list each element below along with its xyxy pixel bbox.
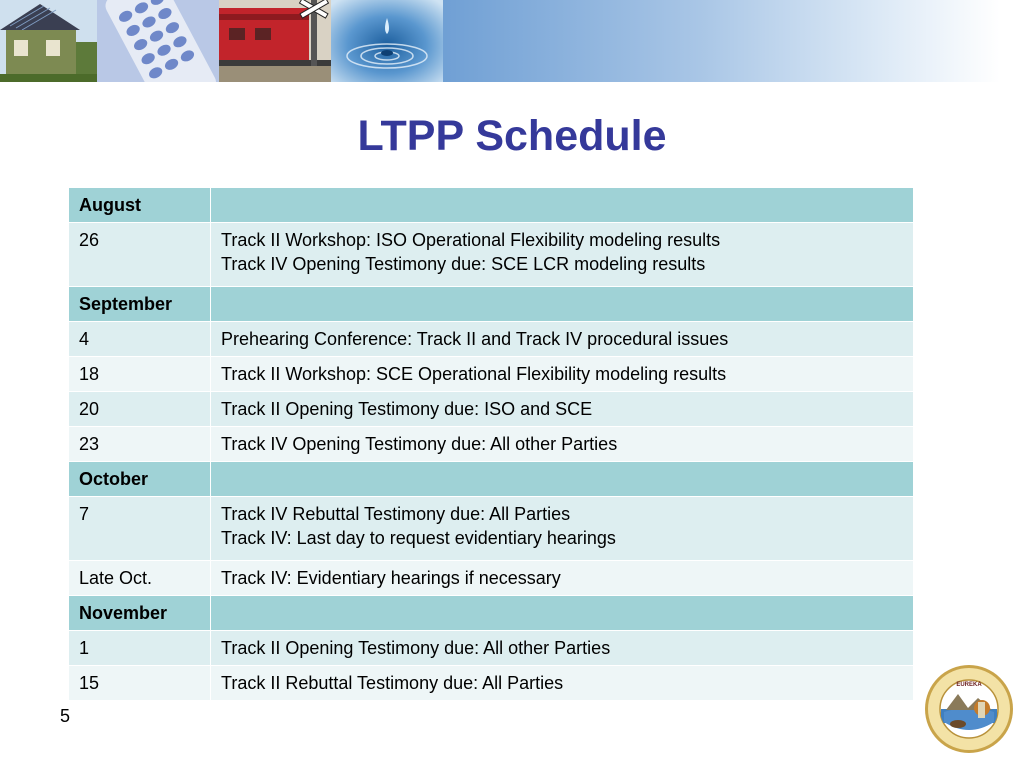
table-row bbox=[69, 561, 914, 596]
schedule-table bbox=[68, 187, 914, 701]
month-label: August bbox=[69, 188, 211, 223]
date-cell: 18 bbox=[69, 357, 211, 392]
description-cell bbox=[211, 497, 914, 561]
description-cell: Track II Rebuttal Testimony due: All Parties bbox=[211, 666, 914, 701]
table-row bbox=[69, 631, 914, 666]
date-cell: 20 bbox=[69, 392, 211, 427]
date-cell: 15 bbox=[69, 666, 211, 701]
table-row bbox=[69, 497, 914, 561]
svg-text:EUREKA: EUREKA bbox=[956, 682, 982, 688]
date-cell: 4 bbox=[69, 322, 211, 357]
description-cell: Track II Opening Testimony due: ISO and SCE bbox=[211, 392, 914, 427]
house-solar-photo bbox=[0, 0, 97, 82]
description-cell: Prehearing Conference: Track II and Track IV procedural issues bbox=[211, 322, 914, 357]
description-cell: Track IV Opening Testimony due: All other Parties bbox=[211, 427, 914, 462]
table-row bbox=[69, 357, 914, 392]
description-cell: Track II Opening Testimony due: All other Parties bbox=[211, 631, 914, 666]
description-cell: Track II Workshop: SCE Operational Flexibility modeling results bbox=[211, 357, 914, 392]
phone-keypad-photo bbox=[97, 0, 219, 82]
month-label: November bbox=[69, 596, 211, 631]
month-row bbox=[69, 596, 914, 631]
month-row bbox=[69, 462, 914, 497]
date-cell: Late Oct. bbox=[69, 561, 211, 596]
page-title: LTPP Schedule bbox=[357, 112, 667, 160]
month-label: September bbox=[69, 287, 211, 322]
date-cell: 26 bbox=[69, 223, 211, 287]
cpuc-seal-logo bbox=[924, 664, 1014, 754]
water-drop-photo bbox=[331, 0, 443, 82]
date-cell: 1 bbox=[69, 631, 211, 666]
description-line: Track IV Opening Testimony due: SCE LCR modeling results bbox=[221, 254, 706, 274]
description-line: Track II Workshop: ISO Operational Flexibility modeling results bbox=[221, 230, 721, 250]
description-line: Track IV Rebuttal Testimony due: All Parties bbox=[221, 504, 571, 524]
table-row bbox=[69, 392, 914, 427]
table-row bbox=[69, 322, 914, 357]
table-row bbox=[69, 427, 914, 462]
month-label: October bbox=[69, 462, 211, 497]
description-cell bbox=[211, 223, 914, 287]
date-cell: 7 bbox=[69, 497, 211, 561]
date-cell: 23 bbox=[69, 427, 211, 462]
train-crossing-photo bbox=[219, 0, 331, 82]
header-banner bbox=[0, 0, 1024, 82]
description-line: Track IV: Last day to request evidentiary hearings bbox=[221, 528, 616, 548]
table-row bbox=[69, 223, 914, 287]
month-row bbox=[69, 287, 914, 322]
table-row bbox=[69, 666, 914, 701]
month-row bbox=[69, 188, 914, 223]
page-number: 5 bbox=[60, 706, 71, 726]
description-cell: Track IV: Evidentiary hearings if necessary bbox=[211, 561, 914, 596]
